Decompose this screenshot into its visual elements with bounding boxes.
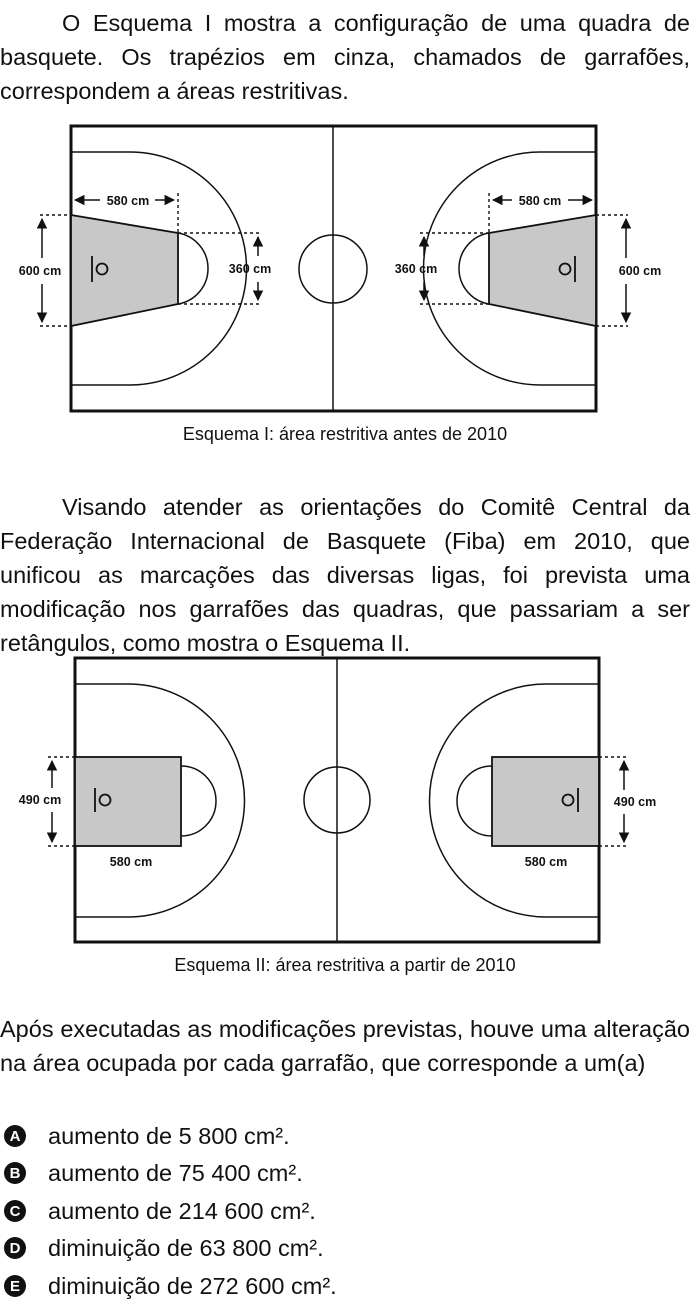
label-left-side: 600 cm [18,264,62,278]
court-diagram-scheme-1 [0,118,700,418]
label-right-top: 580 cm [518,194,562,208]
option-c[interactable] [4,1196,316,1226]
free-throw-arc-right [457,766,492,836]
label-left-bottom: 580 cm [109,855,153,869]
label-left-side: 490 cm [18,793,62,807]
free-throw-arc-right [459,233,489,304]
option-b-letter-icon: B [4,1162,26,1184]
option-e-text: diminuição de 272 600 cm². [48,1272,337,1299]
question-paragraph: Após executadas as modificações previstas, houve uma alteração na área ocupada por cada garrafão, que corresponde a um(a) [0,1016,690,1076]
option-a[interactable] [4,1121,290,1151]
option-d[interactable] [4,1233,324,1263]
free-throw-arc-left [178,233,208,304]
option-b-text: aumento de 75 400 cm². [48,1159,303,1186]
caption-scheme-1: Esquema I: área restritiva antes de 2010 [182,424,508,444]
label-right-side: 600 cm [618,264,662,278]
restricted-area-left [75,757,181,846]
option-e-letter-icon: E [4,1275,26,1297]
option-b[interactable] [4,1158,303,1188]
intro-paragraph: O Esquema I mostra a configuração de uma quadra de basquete. Os trapézios em cinza, chamados de garrafões, correspondem a áreas restritivas. [0,10,690,104]
court-diagram-scheme-2 [0,650,700,950]
option-d-letter-icon: D [4,1237,26,1259]
option-d-text: diminuição de 63 800 cm². [48,1234,324,1261]
option-a-text: aumento de 5 800 cm². [48,1122,290,1149]
label-right-side: 490 cm [613,795,657,809]
label-left-inner: 360 cm [228,262,272,276]
restricted-area-right [492,757,599,846]
label-right-inner: 360 cm [394,262,438,276]
option-c-letter-icon: C [4,1200,26,1222]
free-throw-arc-left [181,766,216,836]
option-e[interactable] [4,1271,337,1301]
restricted-area-left [71,215,178,326]
label-right-bottom: 580 cm [524,855,568,869]
option-c-text: aumento de 214 600 cm². [48,1197,316,1224]
label-left-top: 580 cm [106,194,150,208]
caption-scheme-2: Esquema II: área restritiva a partir de 2010 [174,955,516,975]
middle-paragraph: Visando atender as orientações do Comitê Central da Federação Internacional de Basquete (Fiba) em 2010, que unificou as marcações das diversas ligas, foi prevista uma modificação nos garrafões das quadras, que passariam a ser retângulos, como mostra o Esquema II. [0,494,690,656]
option-a-letter-icon: A [4,1125,26,1147]
restricted-area-right [489,215,596,326]
